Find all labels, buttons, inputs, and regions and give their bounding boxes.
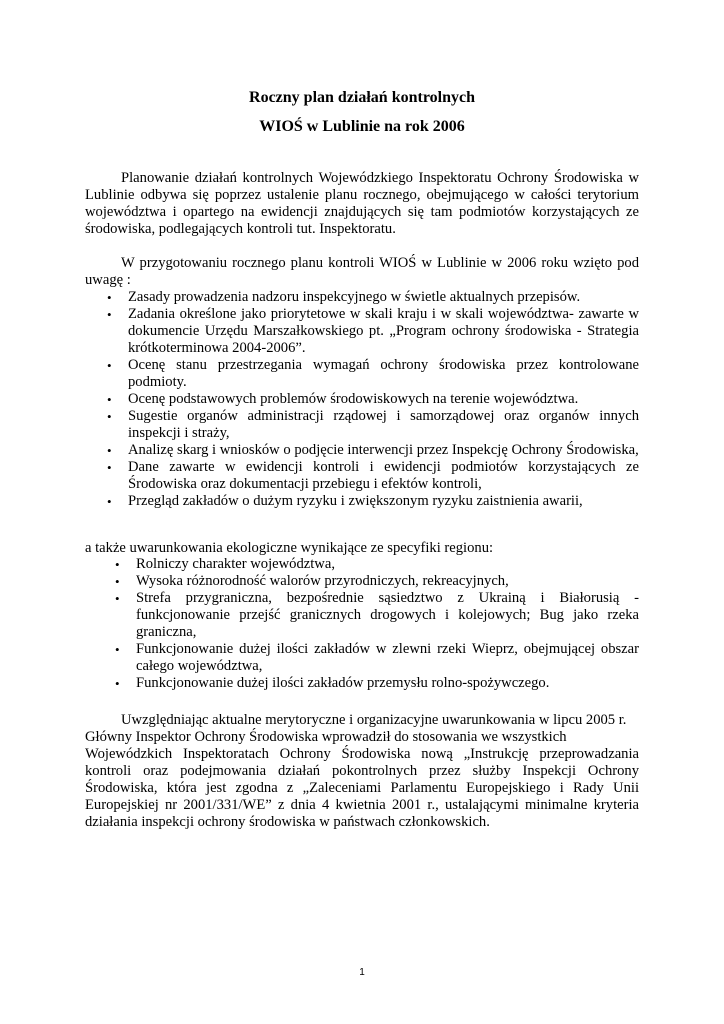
document-subtitle: WIOŚ w Lublinie na rok 2006 [259, 118, 465, 135]
intro-paragraph: Planowanie działań kontrolnych Wojewódzkiego Inspektoratu Ochrony Środowiska w Lublinie odbywa się poprzez ustalenie planu rocznego, obejmującego w całości terytorium województwa i opartego na ewidencji znajdujących się tam podmiotów korzystających ze środowiska, podlegających kontroli tut. Inspektoratu. [85, 170, 639, 237]
list-item: • Zadania określone jako priorytetowe w skali kraju i w skali województwa- zawarte w dokumencie Urzędu Marszałkowskiego pt. „Program ochrony środowiska - Strategia krótkoterminowa 2004-2006”. [128, 306, 639, 357]
paragraph-line: Główny Inspektor Ochrony Środowiska wprowadził do stosowania we wszystkich [85, 729, 567, 745]
page-number: 1 [359, 967, 365, 978]
regional-conditions-list [136, 556, 639, 692]
paragraph-line: Europejskiej nr 2001/331/WE” z dnia 4 kwietnia 2001 r., ustalającymi minimalne kryteria [85, 797, 639, 813]
paragraph-line: kontroli oraz podejmowania działań pokontrolnych przez służby Inspekcji Ochrony [85, 763, 639, 779]
list-item: • Funkcjonowanie dużej ilości zakładów w zlewni rzeki Wieprz, obejmującej obszar całego województwa, [136, 641, 639, 675]
paragraph-line: Wojewódzkich Inspektoratach Ochrony Środowiska nową „Instrukcję przeprowadzania [85, 746, 639, 762]
instruction-paragraph [85, 712, 639, 831]
list-item: • Wysoka różnorodność walorów przyrodniczych, rekreacyjnych, [136, 573, 639, 590]
list-item: • Przegląd zakładów o dużym ryzyku i zwiększonym ryzyku zaistnienia awarii, [128, 493, 639, 510]
list-item: • Sugestie organów administracji rządowej i samorządowej oraz organów innych inspekcji i straży, [128, 408, 639, 442]
paragraph-line: Środowiska, która jest zgodna z „Zaleceniami Parlamentu Europejskiego i Rady Unii [85, 780, 639, 796]
paragraph-line: Uwzględniając aktualne merytoryczne i organizacyjne uwarunkowania w lipcu 2005 r. [121, 712, 627, 728]
document-title: Roczny plan działań kontrolnych [249, 89, 475, 106]
considerations-paragraph: W przygotowaniu rocznego planu kontroli WIOŚ w Lublinie w 2006 roku wzięto pod uwagę : [85, 255, 639, 288]
list-item: • Rolniczy charakter województwa, [136, 556, 639, 573]
list-item: • Analizę skarg i wniosków o podjęcie interwencji przez Inspekcję Ochrony Środowiska, [128, 442, 639, 459]
list-item: • Ocenę podstawowych problemów środowiskowych na terenie województwa. [128, 391, 639, 408]
list-item: • Zasady prowadzenia nadzoru inspekcyjnego w świetle aktualnych przepisów. [128, 289, 639, 306]
list-item: • Dane zawarte w ewidencji kontroli i ewidencji podmiotów korzystających ze Środowiska oraz dokumentacji przebiegu i efektów kontroli, [128, 459, 639, 493]
list-item: • Ocenę stanu przestrzegania wymagań ochrony środowiska przez kontrolowane podmioty. [128, 357, 639, 391]
regional-paragraph: a także uwarunkowania ekologiczne wynikające ze specyfiki regionu: [85, 540, 494, 556]
list-item: • Strefa przygraniczna, bezpośrednie sąsiedztwo z Ukrainą i Białorusią - funkcjonowanie przejść granicznych drogowych i kolejowych; Bug jako rzeka graniczna, [136, 590, 639, 641]
considerations-list [128, 289, 639, 510]
paragraph-line: działania inspekcji ochrony środowiska w państwach członkowskich. [85, 814, 490, 830]
list-item: • Funkcjonowanie dużej ilości zakładów przemysłu rolno-spożywczego. [136, 675, 639, 692]
